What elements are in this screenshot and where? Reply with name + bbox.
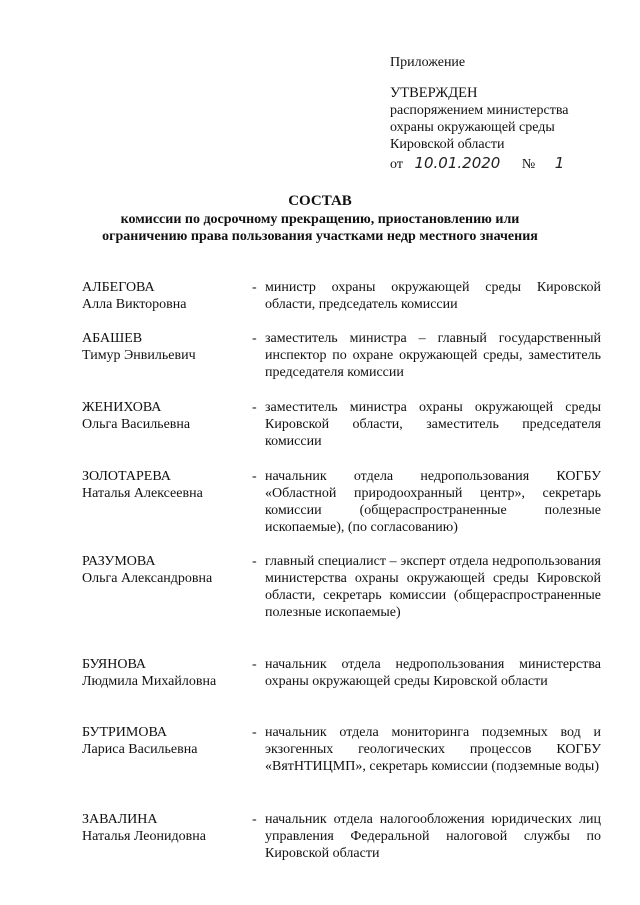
- member-surname: ЖЕНИХОВА: [82, 400, 162, 415]
- role-dash: -: [252, 469, 257, 484]
- member-role-text: начальник отдела мониторинга подземных вод и экзогенных геологических процессов КОГБУ «ВятНТИЦМП», секретарь комиссии (подземные воды): [265, 725, 601, 774]
- member-role: [252, 724, 601, 775]
- member-role: [252, 330, 601, 381]
- member-given-names: Лариса Васильевна: [82, 742, 198, 757]
- order-line: распоряжением министерства: [390, 103, 569, 118]
- member-role: [252, 468, 601, 536]
- order-line: охраны окружающей среды: [390, 120, 555, 135]
- date-prefix: от: [390, 157, 403, 172]
- approved-stamp-text: УТВЕРЖДЕН: [390, 85, 478, 101]
- title-main: СОСТАВ: [288, 193, 352, 209]
- member-role-text: заместитель министра – главный государственный инспектор по охране окружающей среды, заместитель председателя комиссии: [265, 331, 601, 380]
- member-role-text: министр охраны окружающей среды Кировской области, председатель комиссии: [265, 280, 601, 312]
- member-surname: АЛБЕГОВА: [82, 280, 155, 295]
- member-name: [82, 811, 252, 845]
- handwritten-date: 10.01.2020: [414, 154, 501, 172]
- member-name: [82, 468, 252, 502]
- document-title: [0, 193, 640, 245]
- member-role: [252, 656, 601, 690]
- role-dash: -: [252, 812, 257, 827]
- handwritten-number: 1: [554, 154, 565, 172]
- member-role-text: начальник отдела недропользования КОГБУ «Областной природоохранный центр», секретарь комиссии (общераспространенные полезные ископаемые), (по согласованию): [265, 469, 601, 535]
- member-name: [82, 656, 252, 690]
- approval-header: [390, 54, 568, 173]
- number-sign: №: [521, 157, 536, 172]
- member-role: [252, 399, 601, 450]
- member-surname: ЗАВАЛИНА: [82, 812, 158, 827]
- member-surname: РАЗУМОВА: [82, 554, 156, 569]
- order-line: Кировской области: [390, 137, 505, 152]
- role-dash: -: [252, 554, 257, 569]
- member-name: [82, 279, 252, 313]
- member-given-names: Ольга Александровна: [82, 571, 213, 586]
- member-surname: АБАШЕВ: [82, 331, 143, 346]
- member-name: [82, 399, 252, 433]
- member-given-names: Ольга Васильевна: [82, 417, 191, 432]
- member-name: [82, 330, 252, 364]
- title-subtitle-line: комиссии по досрочному прекращению, приостановлению или: [120, 212, 520, 227]
- order-date-line: [390, 155, 568, 173]
- member-surname: БУТРИМОВА: [82, 725, 168, 740]
- appendix-label: Приложение: [390, 55, 466, 70]
- member-role-text: главный специалист – эксперт отдела недропользования министерства охраны окружающей среды Кировской области, секретарь комиссии (общераспространенные полезные ископаемые): [265, 554, 601, 620]
- member-name: [82, 724, 252, 758]
- role-dash: -: [252, 657, 257, 672]
- member-surname: БУЯНОВА: [82, 657, 147, 672]
- title-subtitle-line: ограничению права пользования участками недр местного значения: [102, 229, 538, 244]
- member-given-names: Наталья Леонидовна: [82, 829, 206, 844]
- member-name: [82, 553, 252, 587]
- member-role-text: начальник отдела недропользования министерства охраны окружающей среды Кировской области: [265, 657, 601, 689]
- role-dash: -: [252, 725, 257, 740]
- member-role: [252, 553, 601, 621]
- member-given-names: Алла Викторовна: [82, 297, 187, 312]
- member-role-text: начальник отдела налогообложения юридических лиц управления Федеральной налоговой службы по Кировской области: [265, 812, 601, 861]
- member-role: [252, 279, 601, 313]
- member-surname: ЗОЛОТАРЕВА: [82, 469, 171, 484]
- member-given-names: Людмила Михайловна: [82, 674, 217, 689]
- role-dash: -: [252, 280, 257, 295]
- role-dash: -: [252, 331, 257, 346]
- member-given-names: Тимур Энвильевич: [82, 348, 196, 363]
- member-role: [252, 811, 601, 862]
- member-role-text: заместитель министра охраны окружающей среды Кировской области, заместитель председателя комиссии: [265, 400, 601, 449]
- member-given-names: Наталья Алексеевна: [82, 486, 203, 501]
- role-dash: -: [252, 400, 257, 415]
